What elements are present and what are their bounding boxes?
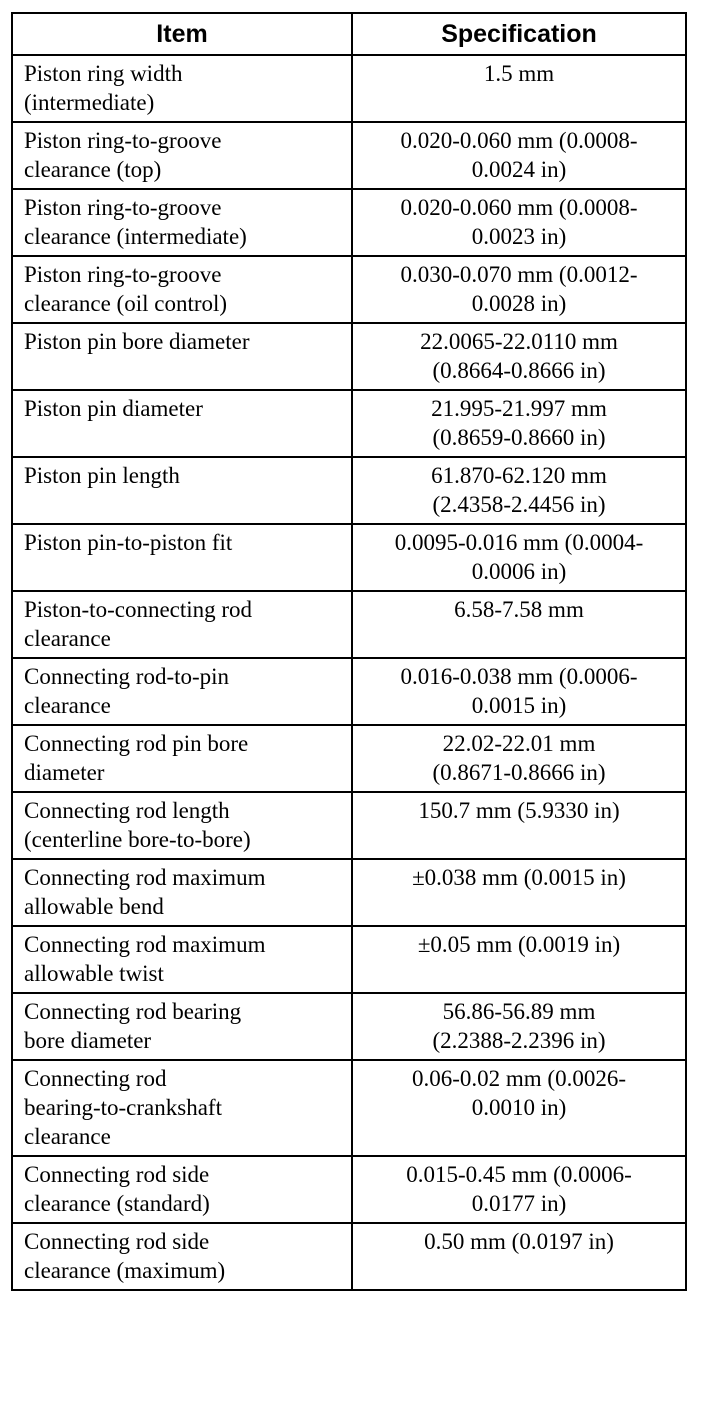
specification-text-line: ±0.05 mm (0.0019 in)	[417, 932, 621, 957]
specification-cell	[352, 591, 686, 658]
specification-text-line: 0.50 mm (0.0197 in)	[424, 1229, 614, 1254]
item-text-line: bearing-to-crankshaft	[24, 1095, 222, 1120]
specification-cell	[352, 792, 686, 859]
specification-text-line: (0.8664-0.8666 in)	[432, 358, 606, 383]
specification-text-line: 0.0006 in)	[471, 559, 567, 584]
item-column-header: Item	[12, 13, 352, 55]
item-text-line: Piston ring-to-groove	[24, 262, 222, 287]
item-text-line: Piston-to-connecting rod	[24, 597, 253, 622]
specification-text-line: 1.5 mm	[483, 61, 555, 86]
specification-text-line: 0.016-0.038 mm (0.0006-	[400, 664, 638, 689]
item-cell	[12, 591, 352, 658]
item-text-line: Piston pin bore diameter	[24, 329, 250, 354]
specification-cell	[352, 122, 686, 189]
specification-cell	[352, 926, 686, 993]
item-text-line: clearance (maximum)	[24, 1258, 226, 1283]
table-row	[12, 55, 686, 122]
item-text-line: Piston pin diameter	[24, 396, 203, 421]
specification-cell	[352, 189, 686, 256]
item-text-line: Piston ring width	[24, 61, 183, 86]
item-cell	[12, 55, 352, 122]
specification-cell	[352, 1223, 686, 1290]
item-text-line: Connecting rod side	[24, 1229, 210, 1254]
table-row	[12, 390, 686, 457]
item-cell	[12, 390, 352, 457]
item-text-line: Piston ring-to-groove	[24, 128, 222, 153]
item-cell	[12, 1060, 352, 1156]
item-cell	[12, 658, 352, 725]
item-text-line: allowable twist	[24, 961, 164, 986]
table-row	[12, 1156, 686, 1223]
table-row	[12, 189, 686, 256]
table-row	[12, 256, 686, 323]
item-cell	[12, 725, 352, 792]
table-row	[12, 457, 686, 524]
specification-text-line: 0.030-0.070 mm (0.0012-	[400, 262, 638, 287]
specification-text-line: 0.0095-0.016 mm (0.0004-	[394, 530, 644, 555]
specification-text-line: 0.0024 in)	[471, 157, 567, 182]
specification-cell	[352, 457, 686, 524]
specification-text-line: 22.0065-22.0110 mm	[420, 329, 618, 354]
specification-text-line: (2.4358-2.4456 in)	[432, 492, 606, 517]
specification-text-line: 0.0028 in)	[471, 291, 567, 316]
item-text-line: clearance (standard)	[24, 1191, 210, 1216]
item-text-line: Connecting rod maximum	[24, 865, 266, 890]
specification-text-line: 0.0023 in)	[471, 224, 567, 249]
specification-text-line: (0.8671-0.8666 in)	[432, 760, 606, 785]
item-text-line: Piston pin length	[24, 463, 180, 488]
table-row	[12, 993, 686, 1060]
specification-cell	[352, 323, 686, 390]
specification-text-line: 0.0015 in)	[471, 693, 567, 718]
table-row	[12, 658, 686, 725]
table-row	[12, 1223, 686, 1290]
table-body	[12, 55, 686, 1290]
table-row	[12, 725, 686, 792]
specification-cell	[352, 390, 686, 457]
table-row	[12, 323, 686, 390]
item-text-line: diameter	[24, 760, 105, 785]
item-cell	[12, 323, 352, 390]
specification-text-line: 0.020-0.060 mm (0.0008-	[400, 195, 638, 220]
specification-cell	[352, 1156, 686, 1223]
specification-text-line: 61.870-62.120 mm	[431, 463, 607, 488]
item-text-line: Connecting rod length	[24, 798, 230, 823]
specification-text-line: 0.015-0.45 mm (0.0006-	[406, 1162, 632, 1187]
item-cell	[12, 1223, 352, 1290]
item-text-line: Piston ring-to-groove	[24, 195, 222, 220]
item-cell	[12, 926, 352, 993]
specification-text-line: 21.995-21.997 mm	[431, 396, 607, 421]
item-cell	[12, 122, 352, 189]
table-row	[12, 859, 686, 926]
specification-cell	[352, 658, 686, 725]
specification-cell	[352, 1060, 686, 1156]
specification-text-line: 6.58-7.58 mm	[454, 597, 584, 622]
specification-cell	[352, 859, 686, 926]
specification-cell	[352, 725, 686, 792]
item-cell	[12, 457, 352, 524]
item-cell	[12, 1156, 352, 1223]
table-row	[12, 524, 686, 591]
item-text-line: clearance (oil control)	[24, 291, 228, 316]
item-text-line: clearance (intermediate)	[24, 224, 247, 249]
item-cell	[12, 859, 352, 926]
specification-text-line: 0.020-0.060 mm (0.0008-	[400, 128, 638, 153]
specification-cell	[352, 993, 686, 1060]
table-row	[12, 1060, 686, 1156]
specification-column-header: Specification	[352, 13, 686, 55]
specification-table	[11, 12, 687, 1291]
item-text-line: Connecting rod-to-pin	[24, 664, 230, 689]
item-text-line: Piston pin-to-piston fit	[24, 530, 233, 555]
specification-text-line: 56.86-56.89 mm	[442, 999, 596, 1024]
item-cell	[12, 524, 352, 591]
item-text-line: (centerline bore-to-bore)	[24, 827, 251, 852]
item-cell	[12, 256, 352, 323]
item-text-line: Connecting rod	[24, 1066, 167, 1091]
specification-text-line: 0.0010 in)	[471, 1095, 567, 1120]
specification-cell	[352, 524, 686, 591]
item-text-line: clearance	[24, 1124, 111, 1149]
item-cell	[12, 189, 352, 256]
item-text-line: bore diameter	[24, 1028, 152, 1053]
specification-text-line: 22.02-22.01 mm	[442, 731, 596, 756]
specification-text-line: ±0.038 mm (0.0015 in)	[412, 865, 626, 890]
table-row	[12, 926, 686, 993]
table-row	[12, 122, 686, 189]
table-row	[12, 591, 686, 658]
specification-cell	[352, 256, 686, 323]
item-text-line: Connecting rod side	[24, 1162, 210, 1187]
table-row	[12, 792, 686, 859]
specification-text-line: (2.2388-2.2396 in)	[432, 1028, 606, 1053]
item-text-line: Connecting rod bearing	[24, 999, 242, 1024]
item-cell	[12, 792, 352, 859]
specification-text-line: (0.8659-0.8660 in)	[432, 425, 606, 450]
specification-text-line: 150.7 mm (5.9330 in)	[418, 798, 620, 823]
item-text-line: (intermediate)	[24, 90, 155, 115]
item-text-line: clearance	[24, 693, 111, 718]
specification-text-line: 0.06-0.02 mm (0.0026-	[411, 1066, 626, 1091]
item-text-line: clearance	[24, 626, 111, 651]
specification-text-line: 0.0177 in)	[471, 1191, 567, 1216]
item-text-line: Connecting rod maximum	[24, 932, 266, 957]
table-header-row	[12, 13, 686, 55]
item-cell	[12, 993, 352, 1060]
item-text-line: Connecting rod pin bore	[24, 731, 249, 756]
item-text-line: clearance (top)	[24, 157, 162, 182]
item-text-line: allowable bend	[24, 894, 164, 919]
specification-cell	[352, 55, 686, 122]
